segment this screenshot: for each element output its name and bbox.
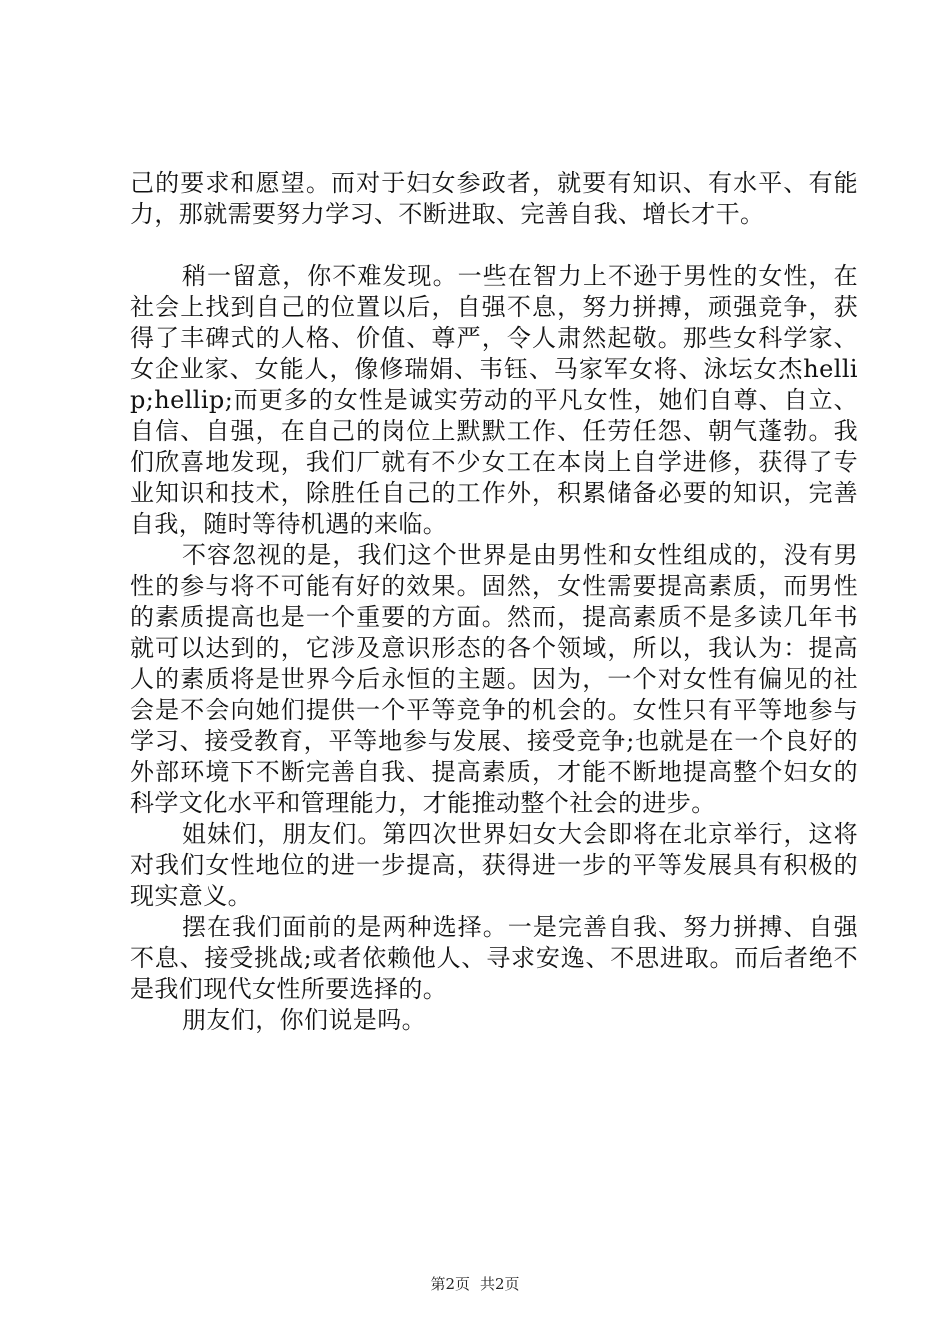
paragraph-closing: 朋友们，你们说是吗。 — [182, 1006, 426, 1034]
paragraph-two-choices: 摆在我们面前的是两种选择。一是完善自我、努力拼搏、自强不息、接受挑战;或者依赖他人、寻求安逸、不思进取。而后者绝不是我们现代女性所要选择的。 — [130, 913, 858, 1003]
page-number: 第2页 — [430, 1275, 470, 1293]
paragraph-quality-improvement: 不容忽视的是，我们这个世界是由男性和女性组成的，没有男性的参与将不可能有好的效果。固然，女性需要提高素质，而男性的素质提高也是一个重要的方面。然而，提高素质不是多读几年书就可以达到的，它涉及意识形态的各个领域，所以，我认为：提高人的素质将是世界今后永恒的主题。因为，一个对女性有偏见的社会是不会向她们提供一个平等竞争的机会的。女性只有平等地参与学习、接受教育，平等地参与发展、接受竞争;也就是在一个良好的外部环境下不断完善自我、提高素质，才能不断地提高整个妇女的科学文化水平和管理能力，才能推动整个社会的进步。 — [130, 541, 858, 817]
document-body — [130, 168, 858, 1036]
paragraph-world-conference: 姐妹们，朋友们。第四次世界妇女大会即将在北京举行，这将对我们女性地位的进一步提高，获得进一步的平等发展具有积极的现实意义。 — [130, 820, 858, 910]
paragraph-continuation: 己的要求和愿望。而对于妇女参政者，就要有知识、有水平、有能力，那就需要努力学习、不断进取、完善自我、增长才干。 — [130, 169, 858, 228]
page-total: 共2页 — [480, 1275, 520, 1293]
paragraph-spacer — [130, 230, 858, 261]
page-footer — [0, 1274, 950, 1294]
paragraph-women-achievements: 稍一留意，你不难发现。一些在智力上不逊于男性的女性，在社会上找到自己的位置以后，自强不息，努力拼搏，顽强竞争，获得了丰碑式的人格、价值、尊严，令人肃然起敬。那些女科学家、女企业家、女能人，像修瑞娟、韦钰、马家军女将、泳坛女杰hellip;hellip;而更多的女性是诚实劳动的平凡女性，她们自尊、自立、自信、自强，在自己的岗位上默默工作、任劳任怨、朝气蓬勃。我们欣喜地发现，我们厂就有不少女工在本岗上自学进修，获得了专业知识和技术，除胜任自己的工作外，积累储备必要的知识，完善自我，随时等待机遇的来临。 — [130, 262, 858, 538]
